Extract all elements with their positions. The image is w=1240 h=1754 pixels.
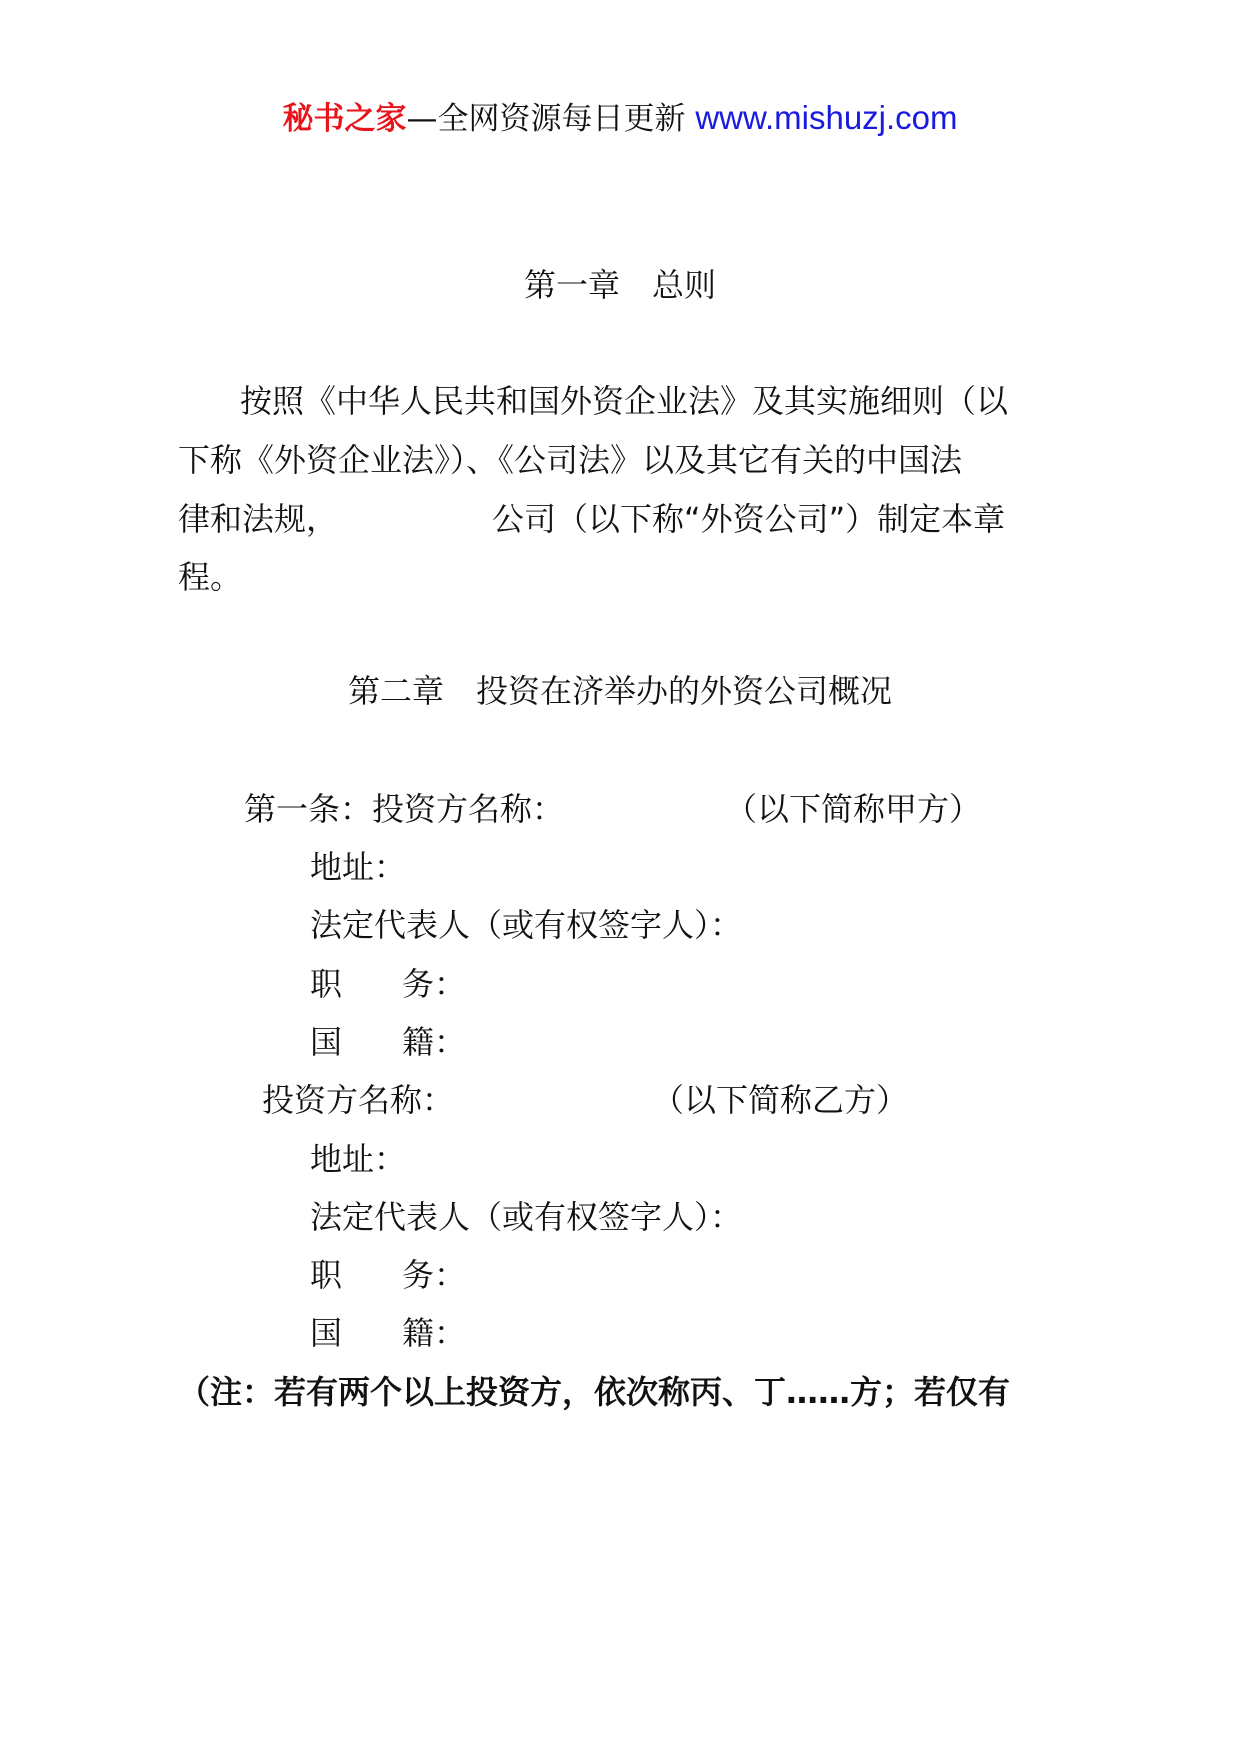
brand-name: 秘书之家	[282, 101, 407, 137]
party-a-position-label	[310, 965, 466, 1003]
party-a-position-char-2: 务：	[402, 965, 467, 1003]
party-b-position-label	[310, 1256, 466, 1294]
party-a-note: （以下简称甲方）	[725, 790, 982, 828]
chapter-1-para-line-2: 下称《外资企业法》）、《公司法》以及其它有关的中国法	[178, 441, 963, 479]
chapter-2-name: 投资在济举办的外资公司概况	[476, 672, 893, 710]
party-a-position-char-1: 职	[310, 965, 343, 1003]
investor-b-label: 投资方名称：	[262, 1081, 455, 1119]
party-b-nationality-char-1: 国	[310, 1314, 343, 1352]
chapter-1-para-line-3a: 律和法规，	[178, 500, 339, 538]
chapter-1-name: 总则	[652, 266, 717, 304]
party-b-nationality-char-2: 籍：	[402, 1314, 467, 1352]
chapter-2-title	[0, 672, 1240, 710]
party-b-position-char-1: 职	[310, 1256, 343, 1294]
header-url[interactable]: www.mishuzj.com	[695, 99, 958, 136]
chapter-1-title	[0, 266, 1240, 304]
header-slogan: —全网资源每日更新	[406, 101, 696, 137]
party-a-nationality-label	[310, 1023, 466, 1061]
party-a-nationality-char-1: 国	[310, 1023, 343, 1061]
investor-note: （注：若有两个以上投资方，依次称丙、丁……方；若仅有	[178, 1373, 1011, 1411]
chapter-1-para-line-4: 程。	[178, 558, 243, 596]
party-a-nationality-char-2: 籍：	[402, 1023, 467, 1061]
party-a-representative-label: 法定代表人（或有权签字人）：	[310, 906, 743, 944]
chapter-1-number: 第一章	[523, 266, 620, 304]
party-b-nationality-label	[310, 1314, 466, 1352]
chapter-1-para-line-3b: 公司（以下称“外资公司”）制定本章	[492, 500, 1006, 538]
party-b-address-label: 地址：	[310, 1140, 407, 1178]
chapter-2-number: 第二章	[347, 672, 444, 710]
party-b-note: （以下简称乙方）	[652, 1081, 909, 1119]
article-1-label: 第一条：投资方名称：	[244, 790, 565, 828]
watermark-header	[0, 98, 1240, 138]
party-b-position-char-2: 务：	[402, 1256, 467, 1294]
party-b-representative-label: 法定代表人（或有权签字人）：	[310, 1198, 743, 1236]
party-a-address-label: 地址：	[310, 848, 407, 886]
chapter-1-para-line-1: 按照《中华人民共和国外资企业法》及其实施细则（以	[240, 382, 1009, 420]
